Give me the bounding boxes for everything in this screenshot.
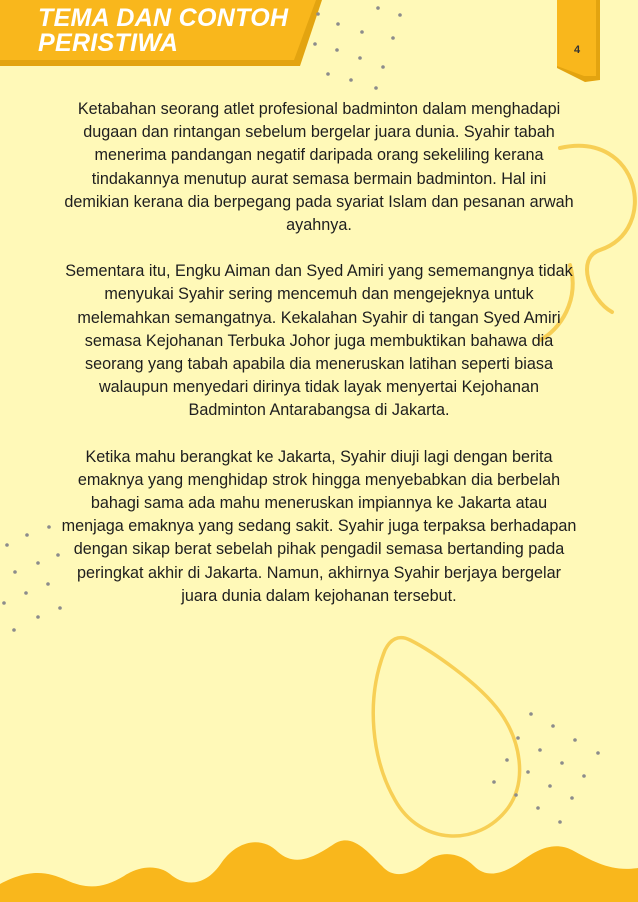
body-text	[60, 98, 578, 631]
page-title-line-2: PERISTIWA	[38, 29, 179, 57]
decorative-blob-shape	[373, 638, 519, 836]
bottom-wave	[0, 840, 638, 902]
page-title-line-1: TEMA DAN CONTOH	[38, 4, 289, 32]
paragraph-3: Ketika mahu berangkat ke Jakarta, Syahir diuji lagi dengan berita emaknya yang menghidap strok hingga menyebabkan dia berbelah bahagi sama ada mahu meneruskan impiannya ke Jakarta atau menjaga emaknya yang sedang sakit. Syahir juga terpaksa berhadapan dengan sikap berat sebelah pihak pengadil semasa bertanding pada peringkat akhir di Jakarta. Namun, akhirnya Syahir berjaya bergelar juara dunia dalam kejohanan tersebut.	[61, 447, 577, 605]
page-number: 4	[573, 44, 581, 56]
page-title	[38, 6, 338, 56]
paragraph-1: Ketabahan seorang atlet profesional badminton dalam menghadapi dugaan dan rintangan sebelum bergelar juara dunia. Syahir tabah menerima pandangan negatif daripada orang sekeliling kerana tindakannya menutup aurat semasa bermain badminton. Hal ini demikian kerana dia berpegang pada syariat Islam dan pesanan arwah ayahnya.	[64, 100, 574, 235]
page-tab	[557, 0, 596, 76]
dot-cluster-left	[2, 525, 62, 632]
paragraph-2: Sementara itu, Engku Aiman dan Syed Amiri yang sememangnya tidak menyukai Syahir sering mencemuh dan mengejeknya untuk melemahkan semangatnya. Kekalahan Syahir di tangan Syed Amiri semasa Kejohanan Terbuka Johor juga membuktikan bahawa dia seorang yang tabah apabila dia meneruskan latihan seperti biasa walaupun menyedari dirinya tidak layak menyertai Kejohanan Badminton Antarabangsa di Jakarta.	[65, 262, 573, 420]
